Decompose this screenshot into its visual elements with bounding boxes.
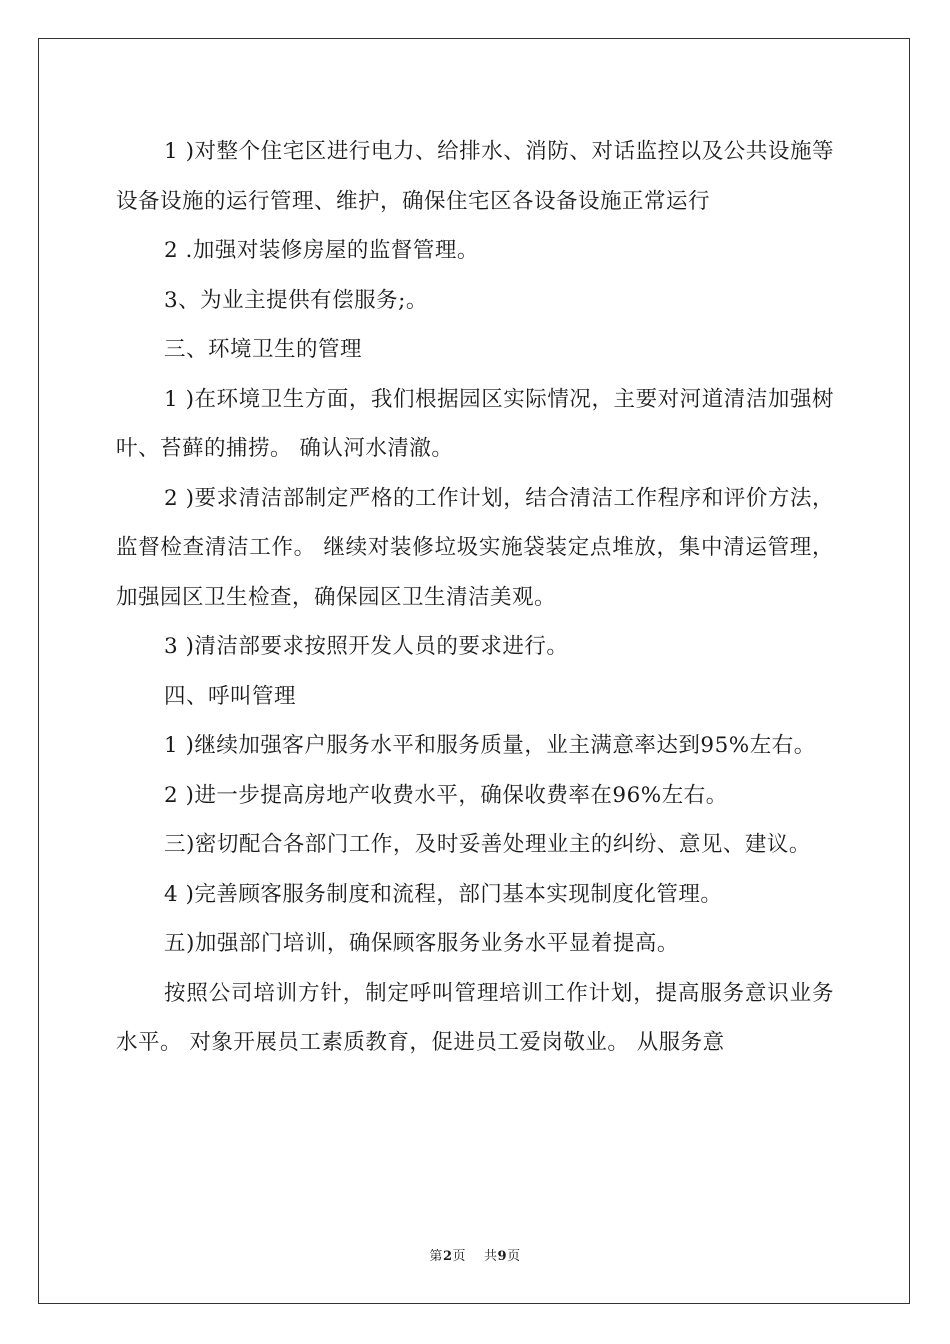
paragraph: 2 )进一步提高房地产收费水平，确保收费率在96%左右。 <box>164 782 728 808</box>
paragraph: 2 .加强对装修房屋的监督管理。 <box>164 238 479 263</box>
page-prefix: 第 <box>429 1249 443 1264</box>
paragraph: 三)密切配合各部门工作，及时妥善处理业主的纠纷、意见、建议。 <box>164 832 811 857</box>
paragraph: 五)加强部门培训，确保顾客服务业务水平显着提高。 <box>164 931 679 956</box>
document-body <box>116 127 834 1068</box>
paragraph: 1 )在环境卫生方面，我们根据园区实际情况，主要对河道清洁加强树叶、苔藓的捕捞。 确认河水清澈。 <box>116 386 834 461</box>
total-suffix: 页 <box>507 1249 521 1264</box>
paragraph: 3 )清洁部要求按照开发人员的要求进行。 <box>164 634 569 659</box>
paragraph: 3、为业主提供有偿服务;。 <box>164 287 428 313</box>
paragraph: 1 )对整个住宅区进行电力、给排水、消防、对话监控以及公共设施等设备设施的运行管理、维护，确保住宅区各设备设施正常运行 <box>116 139 834 214</box>
paragraph: 4 )完善顾客服务制度和流程，部门基本实现制度化管理。 <box>164 881 723 907</box>
paragraph: 1 )继续加强客户服务水平和服务质量，业主满意率达到95%左右。 <box>164 733 816 758</box>
page-number: 2 <box>442 1249 453 1264</box>
page-footer <box>0 1245 950 1264</box>
section-heading: 四、呼叫管理 <box>164 683 297 709</box>
paragraph: 2 )要求清洁部制定严格的工作计划，结合清洁工作程序和评价方法，监督检查清洁工作。 继续对装修垃圾实施袋装定点堆放，集中清运管理，加强园区卫生检查，确保园区卫生清洁美观。 <box>116 485 834 610</box>
section-heading: 三、环境卫生的管理 <box>164 337 363 362</box>
total-pages: 9 <box>497 1249 508 1264</box>
total-prefix: 共 <box>484 1249 498 1264</box>
paragraph: 按照公司培训方针，制定呼叫管理培训工作计划，提高服务意识业务水平。 对象开展员工素质教育，促进员工爱岗敬业。 从服务意 <box>116 980 834 1055</box>
page-suffix: 页 <box>452 1249 466 1264</box>
